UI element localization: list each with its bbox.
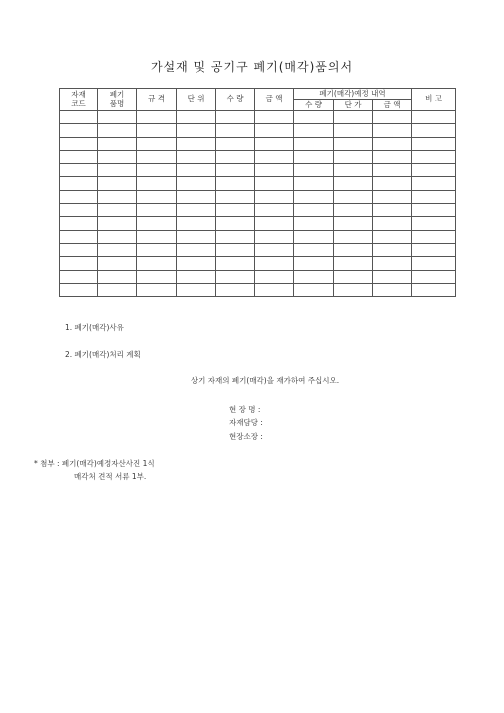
table-cell: [373, 190, 412, 203]
table-cell: [255, 111, 294, 124]
table-cell: [177, 283, 216, 296]
table-cell: [216, 257, 255, 270]
table-cell: [412, 150, 456, 163]
table-cell: [60, 150, 98, 163]
table-cell: [294, 137, 334, 150]
table-cell: [255, 217, 294, 230]
table-cell: [137, 204, 177, 217]
table-cell: [334, 137, 373, 150]
table-cell: [412, 230, 456, 243]
table-cell: [412, 243, 456, 256]
table-cell: [60, 111, 98, 124]
table-cell: [60, 230, 98, 243]
table-cell: [334, 243, 373, 256]
note-disposal-plan: 2. 폐기(매각)처리 계획: [65, 350, 141, 359]
table-cell: [177, 217, 216, 230]
table-row: [60, 190, 456, 203]
table-cell: [137, 164, 177, 177]
table-cell: [98, 230, 137, 243]
table-cell: [137, 124, 177, 137]
table-cell: [373, 257, 412, 270]
table-cell: [60, 217, 98, 230]
header-remarks: 비 고: [412, 89, 456, 111]
table-cell: [294, 217, 334, 230]
table-cell: [373, 270, 412, 283]
table-cell: [255, 177, 294, 190]
table-cell: [98, 164, 137, 177]
table-cell: [137, 270, 177, 283]
table-cell: [60, 257, 98, 270]
table-cell: [137, 283, 177, 296]
table-cell: [216, 124, 255, 137]
table-cell: [216, 177, 255, 190]
table-cell: [412, 257, 456, 270]
table-cell: [216, 150, 255, 163]
table-cell: [412, 164, 456, 177]
table-cell: [216, 111, 255, 124]
table-cell: [255, 230, 294, 243]
header-planned-quantity: 수 량: [294, 100, 334, 111]
table-cell: [255, 150, 294, 163]
table-cell: [334, 111, 373, 124]
table-cell: [216, 190, 255, 203]
table-cell: [216, 283, 255, 296]
document-title: 가설재 및 공기구 폐기(매각)품의서: [150, 60, 354, 74]
table-cell: [255, 204, 294, 217]
table-cell: [255, 137, 294, 150]
table-cell: [412, 283, 456, 296]
table-cell: [294, 124, 334, 137]
table-body: [60, 111, 456, 297]
table-cell: [373, 283, 412, 296]
header-unit: 단 위: [177, 89, 216, 111]
table-row: [60, 230, 456, 243]
disposal-table: [59, 88, 456, 297]
table-cell: [294, 164, 334, 177]
table-cell: [373, 230, 412, 243]
table-cell: [137, 137, 177, 150]
table-cell: [334, 283, 373, 296]
table-cell: [334, 164, 373, 177]
table-cell: [60, 164, 98, 177]
table-cell: [294, 270, 334, 283]
header-material-code: 자재 코드: [60, 89, 98, 111]
table-cell: [294, 243, 334, 256]
table-cell: [373, 124, 412, 137]
table-cell: [98, 283, 137, 296]
table-cell: [98, 150, 137, 163]
table-cell: [294, 150, 334, 163]
table-row: [60, 243, 456, 256]
table-cell: [373, 164, 412, 177]
table-cell: [412, 217, 456, 230]
table-cell: [255, 164, 294, 177]
table-cell: [216, 243, 255, 256]
table-cell: [412, 204, 456, 217]
table-cell: [60, 270, 98, 283]
table-row: [60, 283, 456, 296]
header-planned-disposal: 폐기(매각)예정 내역: [294, 89, 412, 100]
table-row: [60, 124, 456, 137]
table-row: [60, 217, 456, 230]
table-row: [60, 137, 456, 150]
table-cell: [177, 257, 216, 270]
table-cell: [98, 257, 137, 270]
table-cell: [255, 190, 294, 203]
table-cell: [98, 124, 137, 137]
table-cell: [334, 217, 373, 230]
table-cell: [294, 283, 334, 296]
table-row: [60, 204, 456, 217]
table-cell: [177, 164, 216, 177]
table-cell: [137, 217, 177, 230]
table-cell: [334, 204, 373, 217]
table-cell: [216, 217, 255, 230]
table-cell: [60, 204, 98, 217]
header-quantity: 수 량: [216, 89, 255, 111]
table-cell: [98, 190, 137, 203]
table-cell: [216, 204, 255, 217]
header-item-name: 폐기 품명: [98, 89, 137, 111]
table-cell: [137, 111, 177, 124]
table-cell: [294, 111, 334, 124]
table-cell: [334, 190, 373, 203]
table-cell: [216, 164, 255, 177]
table-cell: [334, 124, 373, 137]
table-cell: [60, 177, 98, 190]
table-row: [60, 164, 456, 177]
table-cell: [177, 230, 216, 243]
table-cell: [255, 270, 294, 283]
table-cell: [98, 111, 137, 124]
table-cell: [137, 190, 177, 203]
table-cell: [60, 124, 98, 137]
table-cell: [255, 283, 294, 296]
table-cell: [177, 204, 216, 217]
table-cell: [373, 243, 412, 256]
table-cell: [412, 190, 456, 203]
approval-request-text: 상기 자재의 폐기(매각)을 재가하여 주십시오.: [190, 376, 340, 385]
header-planned-unit-price: 단 가: [334, 100, 373, 111]
table-cell: [412, 111, 456, 124]
note-disposal-reason: 1. 폐기(매각)사유: [65, 323, 124, 332]
table-cell: [98, 137, 137, 150]
table-cell: [373, 150, 412, 163]
table-cell: [177, 150, 216, 163]
table-cell: [98, 217, 137, 230]
attachment-line-quote: 매각처 견적 서류 1부.: [74, 472, 147, 481]
attachment-line-photos: * 첨부 : 폐기(매각)예정자산사진 1식: [34, 459, 155, 468]
table-cell: [137, 257, 177, 270]
table-cell: [137, 230, 177, 243]
table-cell: [373, 177, 412, 190]
table-cell: [294, 190, 334, 203]
table-cell: [60, 283, 98, 296]
table-cell: [334, 270, 373, 283]
table-cell: [177, 177, 216, 190]
table-cell: [177, 270, 216, 283]
table-cell: [137, 150, 177, 163]
table-cell: [373, 217, 412, 230]
table-cell: [412, 137, 456, 150]
table-cell: [177, 190, 216, 203]
table-cell: [334, 177, 373, 190]
header-amount: 금 액: [255, 89, 294, 111]
table-cell: [373, 137, 412, 150]
table-cell: [177, 243, 216, 256]
table-row: [60, 257, 456, 270]
table-cell: [412, 124, 456, 137]
signature-material-manager: 자재담당 :: [229, 418, 263, 427]
header-planned-amount: 금 액: [373, 100, 412, 111]
table-cell: [294, 177, 334, 190]
table-cell: [294, 204, 334, 217]
table-cell: [412, 177, 456, 190]
table-cell: [334, 150, 373, 163]
table-cell: [334, 230, 373, 243]
signature-site-director: 현장소장 :: [229, 432, 263, 441]
table-row: [60, 177, 456, 190]
table-cell: [137, 177, 177, 190]
table-cell: [177, 124, 216, 137]
table-cell: [216, 137, 255, 150]
table-cell: [60, 190, 98, 203]
table-row: [60, 111, 456, 124]
table-cell: [294, 230, 334, 243]
table-cell: [373, 204, 412, 217]
table-cell: [255, 243, 294, 256]
table-cell: [177, 137, 216, 150]
header-spec: 규 격: [137, 89, 177, 111]
table-cell: [98, 177, 137, 190]
table-cell: [177, 111, 216, 124]
table-cell: [294, 257, 334, 270]
table-cell: [216, 270, 255, 283]
table-cell: [98, 204, 137, 217]
table-cell: [98, 243, 137, 256]
table-cell: [216, 230, 255, 243]
table-cell: [137, 243, 177, 256]
table-cell: [255, 124, 294, 137]
table-row: [60, 150, 456, 163]
signature-site-name: 현 장 명 :: [229, 405, 261, 414]
table-cell: [412, 270, 456, 283]
table-cell: [255, 257, 294, 270]
table-cell: [373, 111, 412, 124]
table-row: [60, 270, 456, 283]
table-cell: [60, 243, 98, 256]
table-cell: [334, 257, 373, 270]
table-cell: [60, 137, 98, 150]
table-cell: [98, 270, 137, 283]
